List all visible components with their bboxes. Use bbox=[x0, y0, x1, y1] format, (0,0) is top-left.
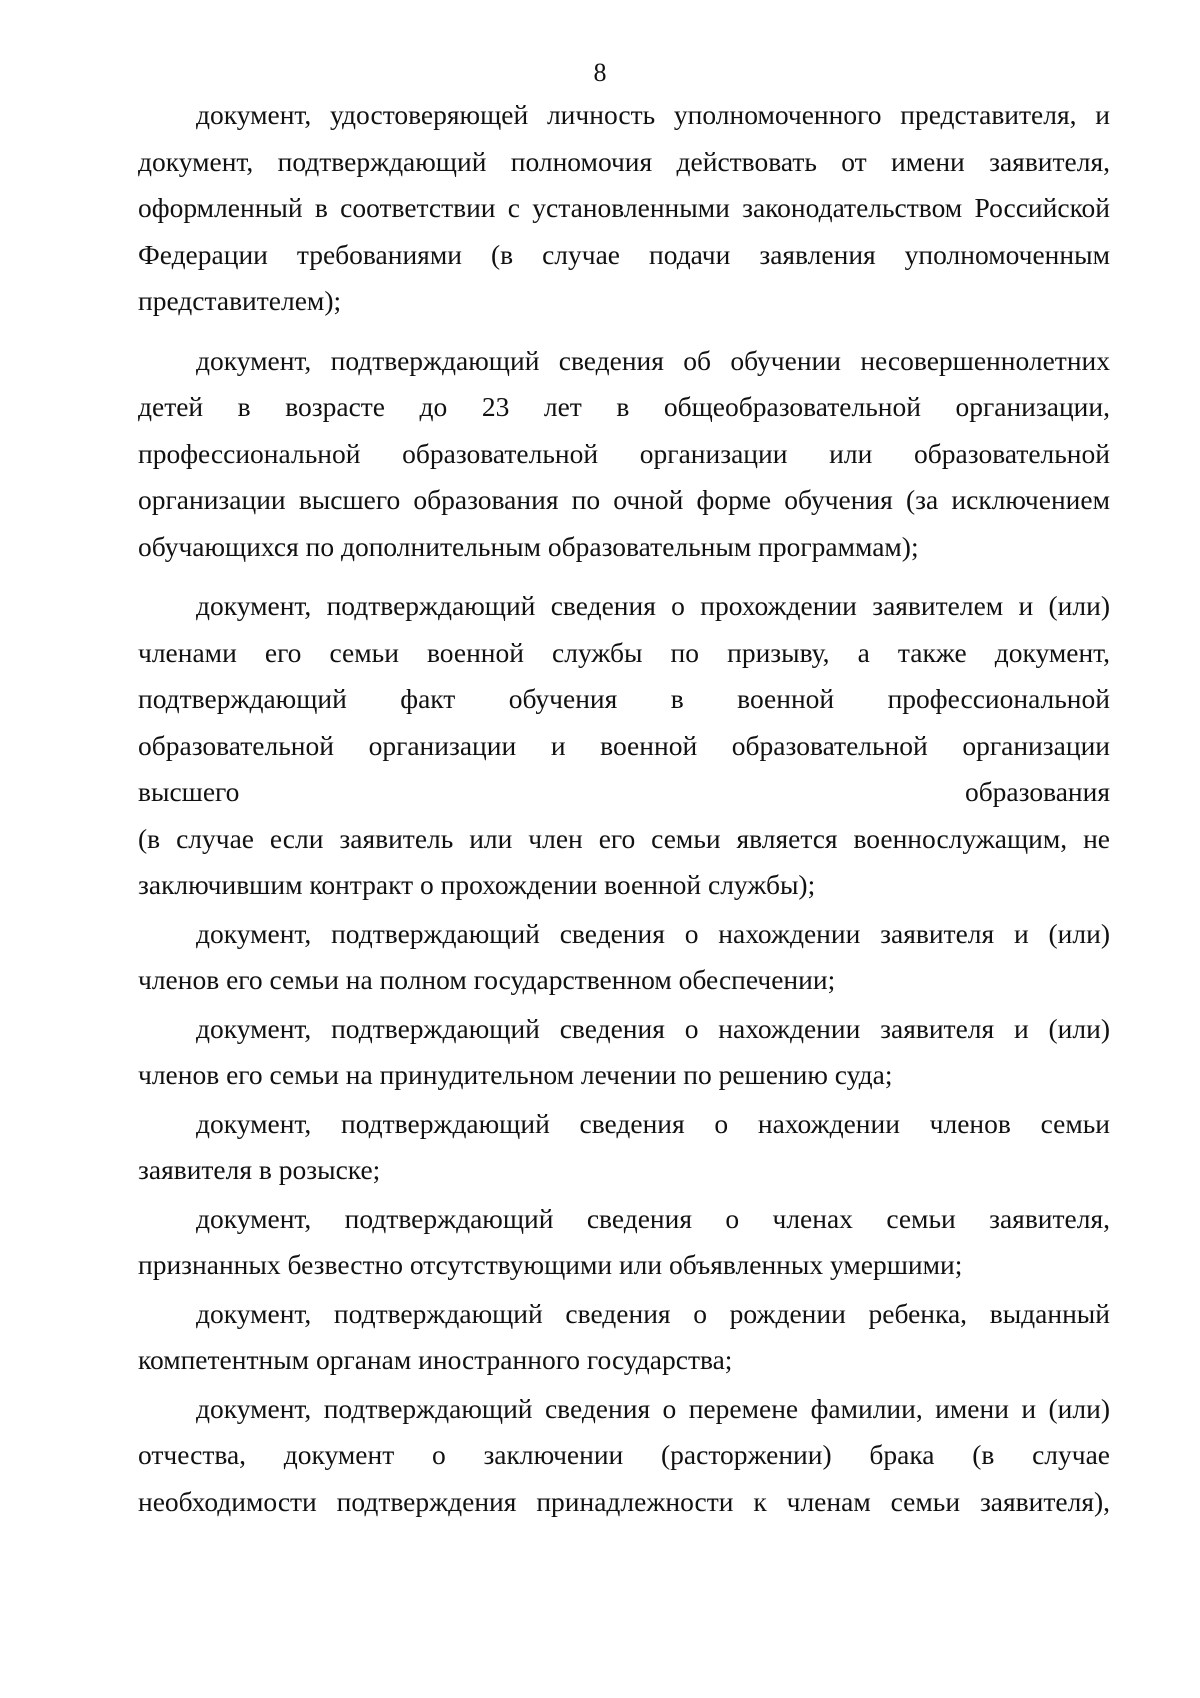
paragraph-missing-deceased bbox=[138, 1196, 1110, 1289]
text-line: документ, подтверждающий полномочия действовать от имени заявителя, bbox=[138, 145, 1110, 177]
text-line: необходимости подтверждения принадлежности к членам семьи заявителя), bbox=[138, 1485, 1110, 1517]
text-line: документ, подтверждающий сведения о членах семьи заявителя, bbox=[196, 1202, 1110, 1234]
text-line: оформленный в соответствии с установленными законодательством Российской bbox=[138, 192, 1110, 223]
text-line: организации высшего образования по очной форме обучения (за исключением bbox=[138, 484, 1110, 515]
paragraph-military-service bbox=[138, 583, 1110, 909]
text-line: документ, подтверждающий сведения о нахождении членов семьи bbox=[196, 1107, 1110, 1139]
text-line: отчества, документ о заключении (расторжении) брака (в случае bbox=[138, 1439, 1110, 1470]
text-line: членов его семьи на полном государственном обеспечении; bbox=[138, 964, 836, 995]
paragraph-education-children bbox=[138, 338, 1110, 571]
text-line: высшего образования bbox=[138, 776, 1110, 807]
text-line: заявителя в розыске; bbox=[138, 1154, 381, 1185]
text-line: документ, подтверждающий сведения о нахождении заявителя и (или) bbox=[196, 1012, 1110, 1044]
text-line: (в случае если заявитель или член его семьи является военнослужащим, не bbox=[138, 822, 1110, 854]
text-line: заключившим контракт о прохождении военной службы); bbox=[138, 869, 816, 900]
text-line: Федерации требованиями (в случае подачи заявления уполномоченным bbox=[138, 238, 1110, 270]
paragraph-authorized-representative bbox=[138, 92, 1110, 325]
text-line: документ, подтверждающий сведения о рождении ребенка, выданный bbox=[196, 1297, 1110, 1329]
document-body bbox=[138, 92, 1110, 1525]
text-line: документ, подтверждающий сведения о прохождении заявителем и (или) bbox=[196, 590, 1110, 621]
text-line: признанных безвестно отсутствующими или объявленных умершими; bbox=[138, 1249, 963, 1280]
paragraph-birth-foreign bbox=[138, 1291, 1110, 1384]
text-line: профессиональной образовательной организации или образовательной bbox=[138, 437, 1110, 469]
text-line: представителем); bbox=[138, 285, 342, 316]
text-line: подтверждающий факт обучения в военной профессиональной bbox=[138, 683, 1110, 714]
text-line: детей в возрасте до 23 лет в общеобразовательной организации, bbox=[138, 391, 1110, 422]
text-line: образовательной организации и военной образовательной организации bbox=[138, 729, 1110, 761]
text-line: членами его семьи военной службы по призыву, а также документ, bbox=[138, 636, 1110, 668]
text-line: обучающихся по дополнительным образовательным программам); bbox=[138, 530, 919, 562]
text-line: документ, подтверждающий сведения о нахождении заявителя и (или) bbox=[196, 917, 1110, 949]
page-number: 8 bbox=[593, 58, 607, 87]
paragraph-state-support bbox=[138, 911, 1110, 1004]
text-line: компетентным органам иностранного государства; bbox=[138, 1344, 733, 1375]
paragraph-compulsory-treatment bbox=[138, 1006, 1110, 1099]
text-line: документ, удостоверяющей личность уполномоченного представителя, и bbox=[196, 99, 1110, 130]
paragraph-name-change-marriage bbox=[138, 1386, 1110, 1526]
text-line: документ, подтверждающий сведения об обучении несовершеннолетних bbox=[196, 344, 1110, 376]
paragraph-wanted-search bbox=[138, 1101, 1110, 1194]
text-line: документ, подтверждающий сведения о перемене фамилии, имени и (или) bbox=[196, 1392, 1110, 1424]
text-line: членов его семьи на принудительном лечении по решению суда; bbox=[138, 1059, 893, 1090]
